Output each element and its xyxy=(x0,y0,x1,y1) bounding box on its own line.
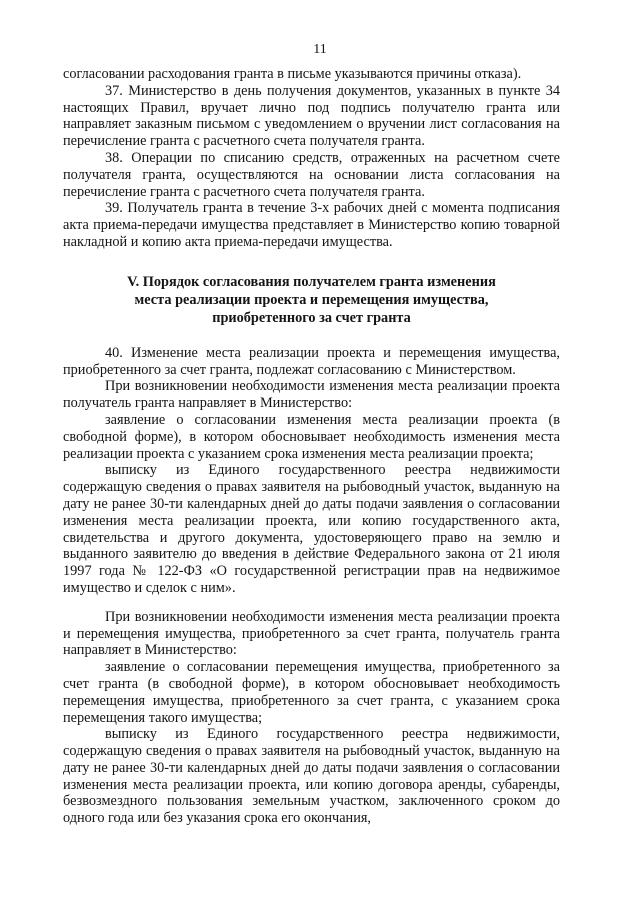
paragraph-relocation-intro: При возникновении необходимости изменения места реализации проекта и перемещения имущества, приобретенного за счет гранта, получатель гранта направляет в Министерство: xyxy=(63,608,560,659)
section-heading-line-3: приобретенного за счет гранта xyxy=(212,309,411,326)
paragraph-location-change-intro: При возникновении необходимости изменения места реализации проекта получатель гранта направляет в Министерство: xyxy=(63,378,560,412)
paragraph-39: 39. Получатель гранта в течение 3-х рабочих дней с момента подписания акта приема-передачи имущества представляет в Министерство копию товарной накладной и копию акта приема-передачи имущества. xyxy=(63,200,560,250)
paragraph-40: 40. Изменение места реализации проекта и перемещения имущества, приобретенного за счет гранта, подлежат согласованию с Министерством. xyxy=(63,344,560,378)
paragraph-relocation-extract: выписку из Единого государственного реестра недвижимости, содержащую сведения о правах заявителя на рыбоводный участок, выданную на дату не ранее 30-ти календарных дней до даты подачи заявления о согласовании изменения места реализации проекта, или копию договора аренды, субаренды, безвозмездного пользования земельным участком, заключенного сроком до одного года или без указания срока его окончания, xyxy=(63,726,560,827)
section-heading xyxy=(63,273,560,327)
page-number: 11 xyxy=(313,42,327,57)
paragraph-location-change-extract: выписку из Единого государственного реестра недвижимости содержащую сведения о правах заявителя на рыбоводный участок, выданную на дату не ранее 30-ти календарных дней до даты подачи заявления о согласовании изменения места реализации проекта, или копию государственного акта, свидетельства и другого документа, удостоверяющего право на землю и выданного заявителю до введения в действие Федерального закона от 21 июля 1997 года № 122-ФЗ «О государственной регистрации прав на недвижимое имущество и сделок с ним». xyxy=(63,462,560,596)
document-body xyxy=(63,66,560,827)
paragraph-37: 37. Министерство в день получения документов, указанных в пункте 34 настоящих Правил, вручает лично под подпись получателю гранта или направляет заказным письмом с уведомлением о вручении лист согласования на перечисление гранта с расчетного счета получателя гранта. xyxy=(63,82,560,150)
section-heading-line-1: V. Порядок согласования получателем гранта изменения xyxy=(127,273,496,290)
paragraph-continuation: согласовании расходования гранта в письме указываются причины отказа). xyxy=(63,66,522,82)
section-heading-line-2: места реализации проекта и перемещения имущества, xyxy=(134,291,489,308)
paragraph-38: 38. Операции по списанию средств, отраженных на расчетном счете получателя гранта, осуществляются на основании листа согласования на перечисление гранта с расчетного счета получателя гранта. xyxy=(63,149,560,200)
paragraph-location-change-application: заявление о согласовании изменения места реализации проекта (в свободной форме), в котором обосновывает необходимость изменения места реализации проекта с указанием срока изменения места реализации проекта; xyxy=(63,411,560,462)
paragraph-relocation-application: заявление о согласовании перемещения имущества, приобретенного за счет гранта (в свободной форме), в котором обосновывает необходимость перемещения имущества, приобретенного за счет гранта, с указанием срока перемещения такого имущества; xyxy=(63,659,560,726)
